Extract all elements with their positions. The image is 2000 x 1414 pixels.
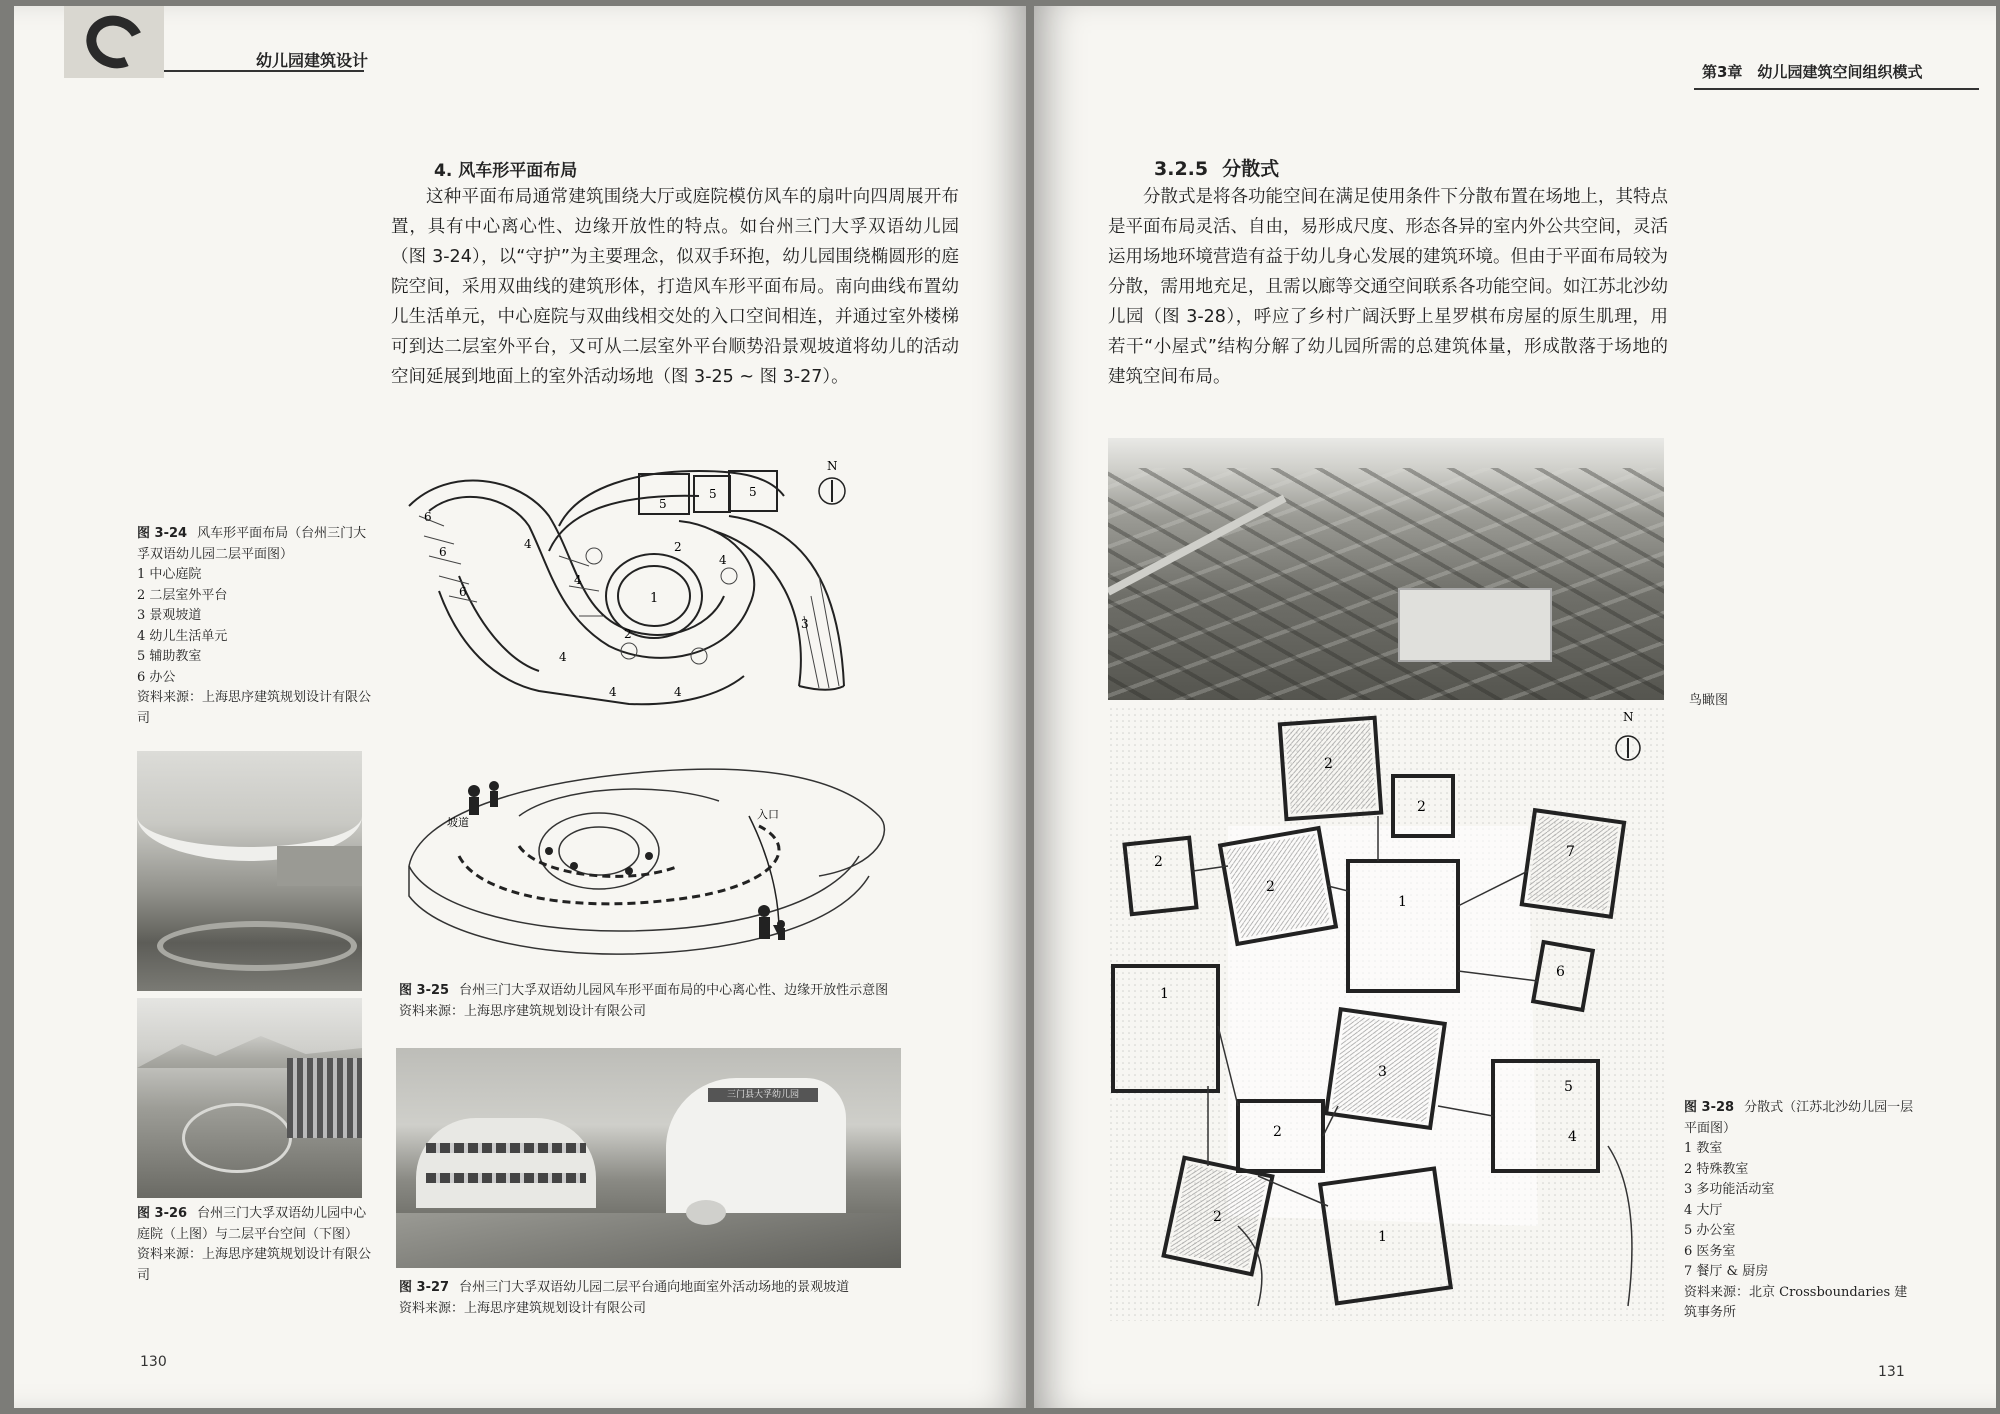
fig24-plan-label: 4 [609, 685, 617, 699]
fig28-title: 分散式（江苏北沙幼儿园一层平面图） [1684, 1100, 1914, 1136]
fig28-legend-5: 5 办公室 [1684, 1223, 1736, 1238]
fig25-source: 资料来源：上海思序建筑规划设计有限公司 [399, 1003, 647, 1019]
fig27-title: 台州三门大孚双语幼儿园二层平台通向地面室外活动场地的景观坡道 [459, 1280, 850, 1295]
fig24-plan-label: 4 [524, 537, 532, 551]
fig28-plan-drawing [1108, 706, 1668, 1321]
fig24-plan-label: 4 [559, 650, 567, 664]
fig26-caption [137, 1204, 377, 1286]
north-label: N [827, 459, 838, 473]
fig28-legend-7: 7 餐厅 & 厨房 [1684, 1264, 1769, 1279]
fig24-plan-label: 5 [749, 485, 757, 499]
fig24-plan-label: 4 [719, 553, 727, 567]
fig24-legend-4: 4 幼儿生活单元 [137, 628, 228, 644]
fig25-axonometric-drawing [399, 756, 899, 971]
fig28-room-label: 2 [1417, 799, 1426, 815]
fig24-plan-label: 5 [709, 487, 717, 501]
fig28-room-label: 1 [1398, 894, 1407, 910]
body-text-left: 这种平面布局通常建筑围绕大厅或庭院模仿风车的扇叶向四周展开布置，具有中心离心性、边缘开放性的特点。如台州三门大孚双语幼儿园（图 3-24），以“守护”为主要理念，似双手环抱，幼儿园围绕椭圆形的庭院空间，采用双曲线的建筑形体，打造风车形平面布局。南向曲线布置幼儿生活单元，中心庭院与双曲线相交处的入口空间相连，并通过室外楼梯可到达二层室外平台，又可从二层室外平台顺势沿景观坡道将幼儿的活动空间延展到地面上的室外活动场地（图 3-25 ~ 图 3-27）。 [391, 187, 959, 387]
fig28-room-label: 1 [1160, 986, 1169, 1002]
fig28-room-label: 6 [1556, 964, 1565, 980]
header-rule-right [1694, 88, 1979, 90]
fig28-legend-1: 1 教室 [1684, 1141, 1723, 1156]
fig27-number: 图 3-27 [399, 1280, 450, 1295]
fig25-caption [399, 981, 979, 1022]
running-header-right: 第3章 幼儿园建筑空间组织模式 [1702, 63, 1923, 81]
fig24-legend-1: 1 中心庭院 [137, 567, 202, 582]
fig24-plan-label: 5 [659, 497, 667, 511]
fig28-room-label: 2 [1324, 756, 1333, 772]
fig24-plan-label: 1 [650, 591, 659, 606]
page-number-right: 131 [1878, 1364, 1905, 1380]
fig24-plan-label: 3 [801, 617, 809, 631]
fig28-caption [1684, 1098, 1919, 1324]
fig24-title: 风车形平面布局（台州三门大孚双语幼儿园二层平面图） [137, 526, 367, 562]
running-header-left: 幼儿园建筑设计 [256, 51, 369, 70]
fig26-source: 资料来源：上海思序建筑规划设计有限公司 [137, 1247, 372, 1283]
fig25-number: 图 3-25 [399, 983, 450, 998]
fig28-source: 资料来源：北京 Crossboundaries 建筑事务所 [1684, 1284, 1908, 1320]
fig25-entrance-label: 入口 [757, 808, 779, 821]
fig28-legend-4: 4 大厅 [1684, 1202, 1723, 1218]
aerial-caption: 鸟瞰图 [1689, 693, 1729, 708]
fig27-source: 资料来源：上海思序建筑规划设计有限公司 [399, 1300, 647, 1316]
page-number-left: 130 [140, 1354, 167, 1370]
fig24-legend-6: 6 办公 [137, 669, 176, 685]
fig25-ramp-label: 坡道 [447, 816, 469, 829]
fig28-room-label: 7 [1566, 844, 1575, 860]
fig28-legend-6: 6 医务室 [1684, 1243, 1736, 1259]
fig28-room-label: 2 [1213, 1209, 1222, 1225]
fig24-plan-label: 2 [674, 540, 682, 554]
fig27-sign: 三门县大孚幼儿园 [708, 1088, 818, 1102]
section-title-right: 分散式 [1222, 158, 1280, 180]
fig28-room-label: 2 [1154, 854, 1163, 870]
body-text-right: 分散式是将各功能空间在满足使用条件下分散布置在场地上，其特点是平面布局灵活、自由，易形成尺度、形态各异的室内外公共空间，灵活运用场地环境营造有益于幼儿身心发展的建筑环境。但由于平面布局较为分散，需用地充足，且需以廊等交通空间联系各功能空间。如江苏北沙幼儿园（图 3-28），呼应了乡村广阔沃野上星罗棋布房屋的原生肌理，用若干“小屋式”结构分解了幼儿园所需的总建筑体量，形成散落于场地的建筑空间布局。 [1108, 187, 1668, 387]
fig24-legend-3: 3 景观坡道 [137, 608, 202, 623]
section-title-left: 4. 风车形平面布局 [434, 161, 578, 181]
fig28-legend-2: 2 特殊教室 [1684, 1161, 1749, 1177]
fig27-photo [396, 1048, 901, 1268]
fig28-north-label: N [1623, 710, 1634, 724]
fig24-number: 图 3-24 [137, 526, 188, 541]
fig24-caption [137, 524, 377, 729]
publisher-logo [64, 6, 164, 78]
fig24-plan-label: 6 [424, 510, 432, 524]
left-page [14, 6, 1026, 1408]
fig24-plan-label: 6 [439, 545, 447, 559]
fig26-photo-terrace [137, 998, 362, 1198]
fig26-number: 图 3-26 [137, 1206, 188, 1221]
section-number: 3.2.5 [1154, 158, 1209, 180]
fig24-plan-drawing [399, 456, 869, 726]
fig28-room-label: 2 [1266, 879, 1275, 895]
fig24-plan-label: 2 [624, 627, 632, 641]
fig24-legend-2: 2 二层室外平台 [137, 587, 228, 603]
fig28-room-label: 1 [1378, 1229, 1387, 1245]
fig28-room-label: 2 [1273, 1124, 1282, 1140]
fig25-title: 台州三门大孚双语幼儿园风车形平面布局的中心离心性、边缘开放性示意图 [459, 983, 889, 998]
header-rule-left [164, 70, 364, 72]
aerial-photo [1108, 438, 1664, 700]
fig27-caption [399, 1278, 979, 1319]
right-page [1034, 6, 1996, 1408]
fig26-photo-courtyard [137, 751, 362, 991]
section-heading-right [1154, 154, 1279, 181]
fig24-legend-5: 5 辅助教室 [137, 649, 202, 664]
fig28-room-label: 5 [1564, 1079, 1573, 1095]
fig28-room-label: 4 [1568, 1129, 1577, 1145]
fig24-source: 资料来源：上海思序建筑规划设计有限公司 [137, 690, 372, 726]
fig24-north-arrow [819, 459, 845, 504]
fig28-room-label: 3 [1378, 1064, 1387, 1080]
fig28-number: 图 3-28 [1684, 1100, 1735, 1115]
fig24-plan-label: 6 [459, 585, 467, 599]
fig24-plan-label: 4 [574, 573, 582, 587]
fig28-legend-3: 3 多功能活动室 [1684, 1182, 1775, 1197]
fig26-title: 台州三门大孚双语幼儿园中心庭院（上图）与二层平台空间（下图） [137, 1206, 367, 1242]
fig24-plan-label: 4 [674, 685, 682, 699]
